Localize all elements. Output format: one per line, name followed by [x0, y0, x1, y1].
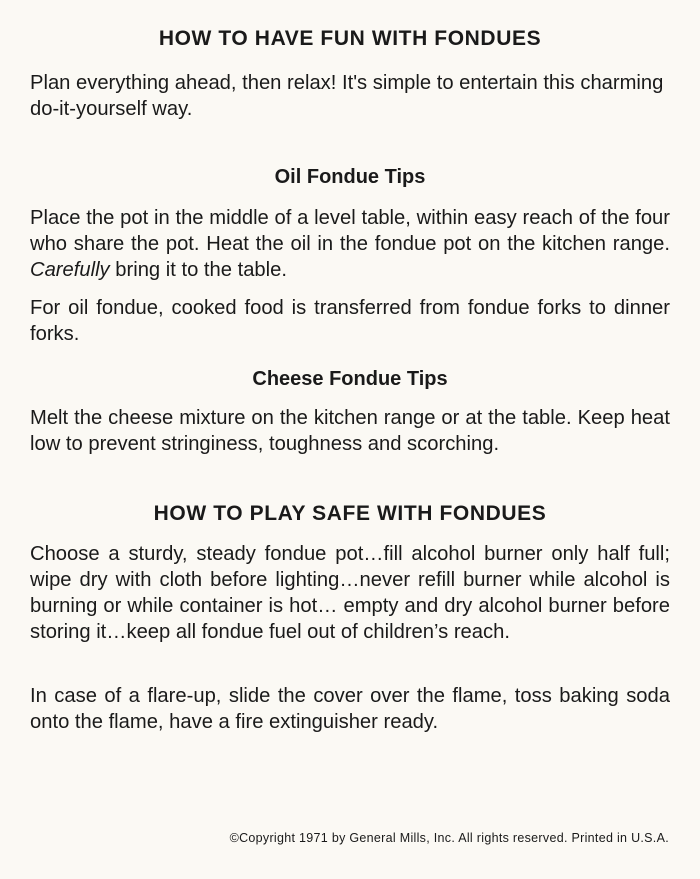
oil-fondue-text-end: bring it to the table.: [109, 259, 287, 281]
oil-fondue-paragraph: [30, 205, 670, 283]
oil-fondue-text-start: Place the pot in the middle of a level table, within easy reach of the four who share the pot. Heat the oil in the fondue pot on the kitchen range.: [30, 207, 670, 255]
cheese-fondue-paragraph: Melt the cheese mixture on the kitchen range or at the table. Keep heat low to prevent stringiness, toughness and scorching.: [30, 407, 670, 455]
flare-up-paragraph: In case of a flare-up, slide the cover over the flame, toss baking soda onto the flame, have a fire extinguisher ready.: [30, 685, 670, 733]
carefully-emphasis: Carefully: [30, 259, 110, 281]
copyright-notice: ©Copyright 1971 by General Mills, Inc. All rights reserved. Printed in U.S.A.: [229, 831, 669, 845]
play-safe-heading: HOW TO PLAY SAFE WITH FONDUES: [153, 502, 547, 525]
safety-tips-paragraph: Choose a sturdy, steady fondue pot…fill alcohol burner only half full; wipe dry with cloth before lighting…never refill burner while alcohol is burning or while container is hot… empty and dry alcohol burner before storing it…keep all fondue fuel out of children’s reach.: [30, 543, 670, 643]
cheese-fondue-tips-heading: Cheese Fondue Tips: [252, 368, 448, 390]
oil-fondue-tips-heading: Oil Fondue Tips: [274, 166, 426, 188]
intro-paragraph: Plan everything ahead, then relax! It's simple to entertain this charming do-it-yourself way.: [30, 72, 664, 120]
oil-fondue-forks-paragraph: For oil fondue, cooked food is transferred from fondue forks to dinner forks.: [30, 297, 670, 345]
fun-with-fondues-heading: HOW TO HAVE FUN WITH FONDUES: [158, 27, 542, 50]
